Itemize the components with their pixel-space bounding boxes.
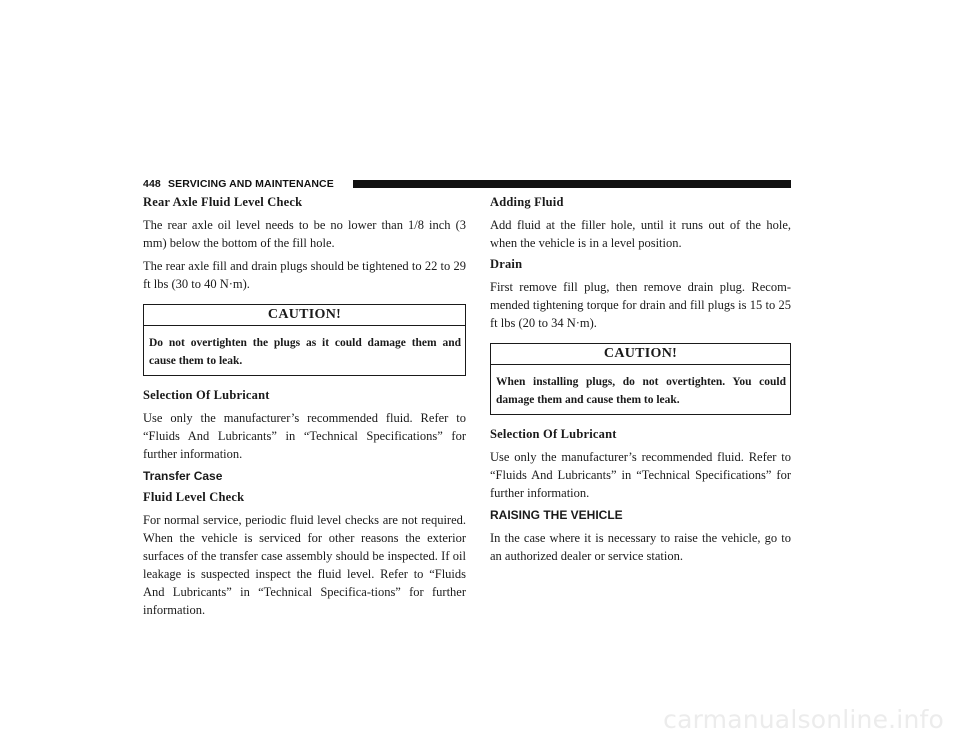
left-column — [143, 195, 466, 624]
rear-axle-paragraph-2: The rear axle fill and drain plugs should be tightened to 22 to 29 ft lbs (30 to 40 N·m). — [143, 259, 466, 291]
header-rule — [353, 180, 791, 188]
caution-body: Do not overtighten the plugs as it could damage them and cause them to leak. — [149, 337, 461, 367]
adding-fluid-paragraph: Add fluid at the filler hole, until it runs out of the hole, when the vehicle is in a level position. — [490, 218, 791, 250]
rear-axle-heading: Rear Axle Fluid Level Check — [143, 195, 303, 209]
caution-title: CAUTION! — [144, 305, 465, 326]
drain-heading: Drain — [490, 257, 523, 271]
lubricant-paragraph: Use only the manufacturer’s recommended fluid. Refer to “Fluids And Lubricants” in “Technical Specifications” for further information. — [490, 450, 791, 500]
adding-fluid-heading: Adding Fluid — [490, 195, 564, 209]
lubricant-heading: Selection Of Lubricant — [490, 427, 617, 441]
right-column — [490, 195, 791, 570]
page-number: 448 — [143, 178, 161, 190]
rear-axle-paragraph-1: The rear axle oil level needs to be no lower than 1/8 inch (3 mm) below the bottom of the fill hole. — [143, 218, 466, 250]
caution-box-installing — [490, 343, 791, 415]
watermark: carmanualsonline.info — [663, 705, 944, 734]
lubricant-heading: Selection Of Lubricant — [143, 388, 270, 402]
lubricant-paragraph: Use only the manufacturer’s recommended fluid. Refer to “Fluids And Lubricants” in “Technical Specifications” for further information. — [143, 411, 466, 461]
fluid-level-heading: Fluid Level Check — [143, 490, 245, 504]
caution-title: CAUTION! — [491, 344, 790, 365]
transfer-case-heading: Transfer Case — [143, 469, 223, 483]
caution-body: When installing plugs, do not overtighten. You could damage them and cause them to leak. — [496, 376, 786, 406]
raising-vehicle-paragraph: In the case where it is necessary to raise the vehicle, go to an authorized dealer or service station. — [490, 531, 791, 563]
page-header — [143, 177, 791, 191]
drain-paragraph: First remove fill plug, then remove drain plug. Recom-mended tightening torque for drain and fill plugs is 15 to 25 ft lbs (20 to 34 N·m). — [490, 280, 791, 330]
raising-vehicle-heading: RAISING THE VEHICLE — [490, 508, 623, 522]
section-title: SERVICING AND MAINTENANCE — [168, 178, 334, 190]
caution-box-plugs — [143, 304, 466, 376]
fluid-level-paragraph: For normal service, periodic fluid level checks are not required. When the vehicle is serviced for other reasons the exterior surfaces of the transfer case assembly should be inspected. If oil leakage is suspected inspect the fluid level. Refer to “Fluids And Lubricants” in “Technical Specifica-tions” for further information. — [143, 513, 466, 617]
